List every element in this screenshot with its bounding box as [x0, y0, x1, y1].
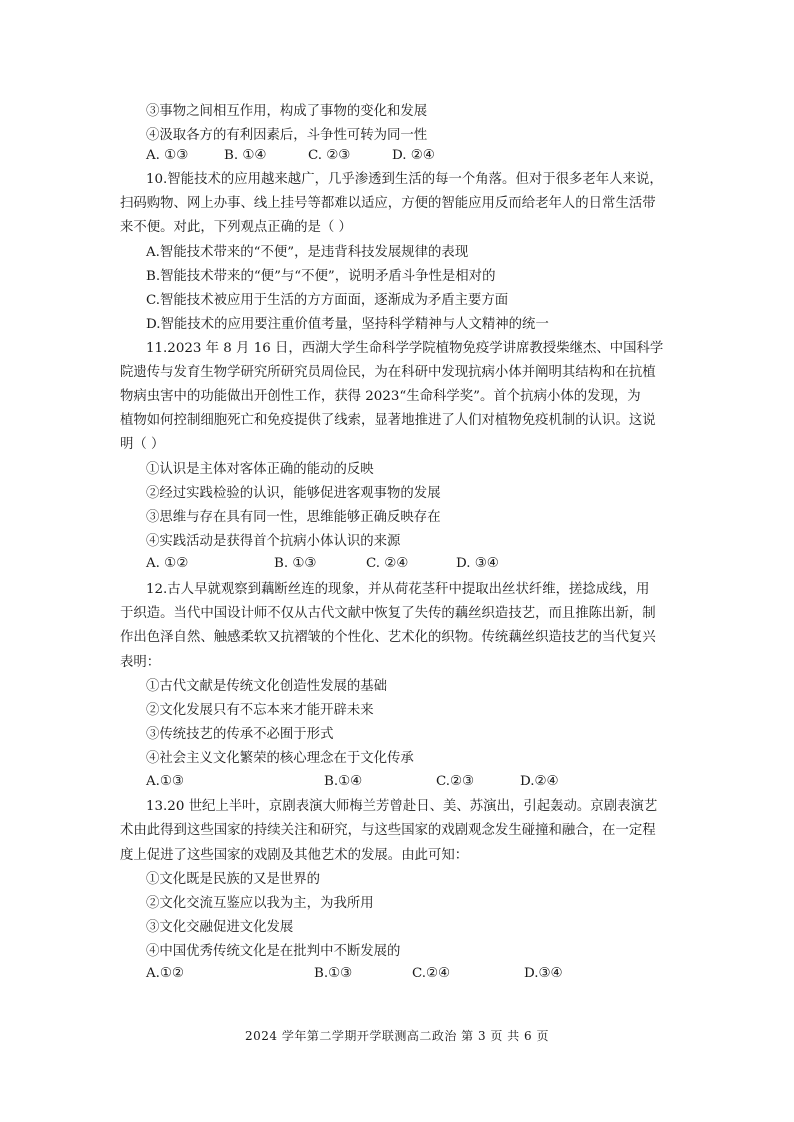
q13-statement-3: ③文化交融促进文化发展 — [146, 920, 294, 935]
q11-option-c: C. ②④ — [366, 556, 409, 571]
q13-statement-2: ②文化交流互鉴应以我为主，为我所用 — [146, 896, 374, 911]
q9-option-c: C. ②③ — [308, 148, 351, 163]
q11-stem-line-1: 11.2023 年 8 月 16 日，西湖大学生命科学学院植物免疫学讲席教授柴继杰、中国科学 — [146, 341, 664, 356]
q13-option-b: B.①③ — [314, 966, 353, 981]
q13-stem-line-3: 度上促进了这些国家的戏剧及其他艺术的发展。由此可知： — [120, 848, 469, 863]
q12-statement-3: ③传统技艺的传承不必囿于形式 — [146, 727, 334, 742]
q9-statement-4: ④汲取各方的有利因素后，斗争性可转为同一性 — [146, 128, 428, 143]
q12-statement-2: ②文化发展只有不忘本来才能开辟未来 — [146, 703, 374, 718]
q12-option-b: B.①④ — [324, 774, 363, 789]
q11-statement-4: ④实践活动是获得首个抗病小体认识的来源 — [146, 534, 401, 549]
q12-options — [146, 774, 596, 790]
q11-stem-line-5: 明（ ） — [120, 437, 165, 452]
q11-option-b: B. ①③ — [274, 556, 317, 571]
q13-options — [146, 966, 596, 982]
q13-stem-line-2: 术由此得到这些国家的持续关注和研究，与这些国家的戏剧观念发生碰撞和融合，在一定程 — [120, 823, 656, 838]
q9-option-a: A. ①③ — [146, 148, 189, 163]
q12-statement-4: ④社会主义文化繁荣的核心理念在于文化传承 — [146, 751, 414, 766]
q11-statement-1: ①认识是主体对客体正确的能动的反映 — [146, 462, 374, 477]
q10-stem-line-2: 扫码购物、网上办事、线上挂号等都难以适应，方便的智能应用反而给老年人的日常生活带 — [120, 196, 656, 211]
q10-choice-d: D.智能技术的应用要注重价值考量，坚持科学精神与人文精神的统一 — [146, 317, 549, 332]
q11-options — [146, 556, 506, 572]
q12-stem-line-3: 作出色泽自然、触感柔软又抗褶皱的个性化、艺术化的织物。传统藕丝织造技艺的当代复兴 — [120, 630, 656, 645]
q10-stem-line-3: 来不便。对此，下列观点正确的是（ ） — [120, 220, 352, 235]
q9-options — [146, 148, 466, 164]
q12-stem-line-1: 12.古人早就观察到藕断丝连的现象，并从荷花茎秆中提取出丝状纤维，搓捻成线，用 — [146, 582, 650, 597]
q9-statement-3: ③事物之间相互作用，构成了事物的变化和发展 — [146, 104, 428, 119]
q13-statement-1: ①文化既是民族的又是世界的 — [146, 872, 321, 887]
q11-option-d: D. ③④ — [456, 556, 499, 571]
q11-stem-line-3: 物病虫害中的功能做出开创性工作，获得 2023“生命科学奖”。首个抗病小体的发现，为 — [120, 389, 641, 404]
q10-choice-b: B.智能技术带来的“便”与“不便”，说明矛盾斗争性是相对的 — [146, 269, 496, 284]
q12-stem-line-4: 表明： — [120, 655, 161, 670]
q11-option-a: A. ①② — [146, 556, 189, 571]
q11-statement-2: ②经过实践检验的认识，能够促进客观事物的发展 — [146, 486, 441, 501]
q12-option-d: D.②④ — [520, 774, 559, 789]
q11-statement-3: ③思维与存在具有同一性，思维能够正确反映存在 — [146, 510, 441, 525]
q13-statement-4: ④中国优秀传统文化是在批判中不断发展的 — [146, 944, 401, 959]
q9-option-d: D. ②④ — [392, 148, 435, 163]
q13-stem-line-1: 13.20 世纪上半叶，京剧表演大师梅兰芳曾赴日、美、苏演出，引起轰动。京剧表演艺 — [146, 799, 658, 814]
q10-choice-a: A.智能技术带来的“不便”，是违背科技发展规律的表现 — [146, 245, 469, 260]
q13-option-c: C.②④ — [412, 966, 451, 981]
q11-stem-line-2: 院遗传与发育生物学研究所研究员周俭民，为在科研中发现抗病小体并阐明其结构和在抗植 — [120, 365, 656, 380]
q9-option-b: B. ①④ — [224, 148, 267, 163]
q10-stem-line-1: 10.智能技术的应用越来越广，几乎渗透到生活的每一个角落。但对于很多老年人来说， — [146, 172, 663, 187]
q12-statement-1: ①古代文献是传统文化创造性发展的基础 — [146, 679, 388, 694]
q12-option-c: C.②③ — [436, 774, 475, 789]
q12-option-a: A.①③ — [146, 774, 184, 789]
q12-stem-line-2: 于织造。当代中国设计师不仅从古代文献中恢复了失传的藕丝织造技艺，而且推陈出新，制 — [120, 606, 656, 621]
q13-option-d: D.③④ — [524, 966, 563, 981]
q11-stem-line-4: 植物如何控制细胞死亡和免疫提供了线索，显著地推进了人们对植物免疫机制的认识。这说 — [120, 413, 656, 428]
q13-option-a: A.①② — [146, 966, 184, 981]
q10-choice-c: C.智能技术被应用于生活的方方面面，逐渐成为矛盾主要方面 — [146, 293, 509, 308]
page-footer: 2024 学年第二学期开学联测高二政治 第 3 页 共 6 页 — [244, 1029, 549, 1043]
